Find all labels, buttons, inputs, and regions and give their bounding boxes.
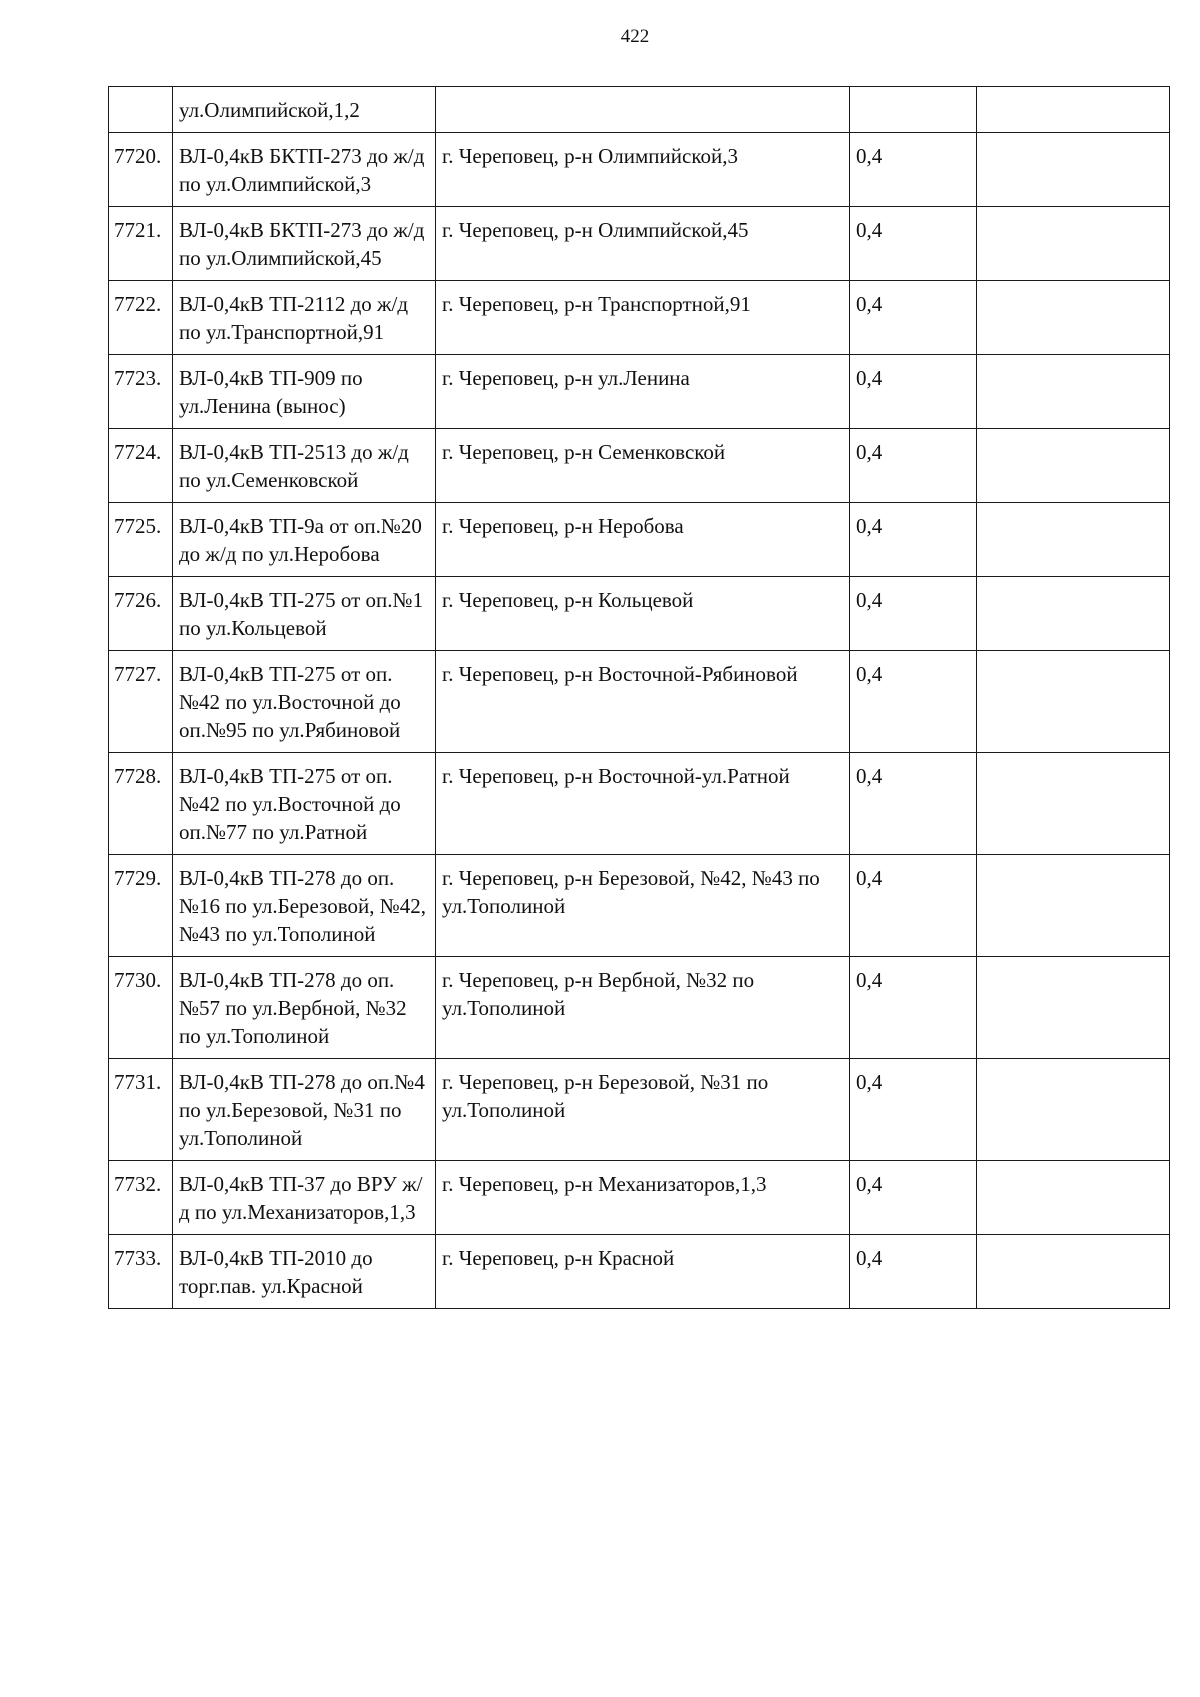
note-cell — [977, 577, 1170, 651]
table-row — [109, 651, 1170, 753]
line-name-cell: ул.Олимпийской,1,2 — [173, 87, 436, 133]
row-number-cell: 7726. — [109, 577, 173, 651]
voltage-cell: 0,4 — [850, 281, 977, 355]
table-row — [109, 429, 1170, 503]
table-row — [109, 855, 1170, 957]
voltage-cell: 0,4 — [850, 1235, 977, 1309]
note-cell — [977, 1161, 1170, 1235]
note-cell — [977, 957, 1170, 1059]
location-cell: г. Череповец, р-н Восточной-Рябиновой — [436, 651, 850, 753]
location-cell: г. Череповец, р-н Транспортной,91 — [436, 281, 850, 355]
note-cell — [977, 855, 1170, 957]
line-name-cell: ВЛ-0,4кВ ТП-275 от оп.№42 по ул.Восточной до оп.№95 по ул.Рябиновой — [173, 651, 436, 753]
voltage-cell — [850, 87, 977, 133]
note-cell — [977, 651, 1170, 753]
line-name-cell: ВЛ-0,4кВ ТП-275 от оп.№42 по ул.Восточной до оп.№77 по ул.Ратной — [173, 753, 436, 855]
line-name-cell: ВЛ-0,4кВ ТП-909 по ул.Ленина (вынос) — [173, 355, 436, 429]
line-name-cell: ВЛ-0,4кВ ТП-2112 до ж/д по ул.Транспортной,91 — [173, 281, 436, 355]
line-name-cell: ВЛ-0,4кВ ТП-9а от оп.№20 до ж/д по ул.Неробова — [173, 503, 436, 577]
voltage-cell: 0,4 — [850, 957, 977, 1059]
table-row — [109, 577, 1170, 651]
voltage-cell: 0,4 — [850, 1059, 977, 1161]
row-number-cell: 7733. — [109, 1235, 173, 1309]
location-cell: г. Череповец, р-н Семенковской — [436, 429, 850, 503]
note-cell — [977, 281, 1170, 355]
row-number-cell: 7724. — [109, 429, 173, 503]
note-cell — [977, 503, 1170, 577]
note-cell — [977, 207, 1170, 281]
voltage-cell: 0,4 — [850, 503, 977, 577]
location-cell: г. Череповец, р-н Неробова — [436, 503, 850, 577]
note-cell — [977, 753, 1170, 855]
location-cell: г. Череповец, р-н Березовой, №42, №43 по ул.Тополиной — [436, 855, 850, 957]
table-row — [109, 133, 1170, 207]
location-cell: г. Череповец, р-н Красной — [436, 1235, 850, 1309]
note-cell — [977, 1059, 1170, 1161]
location-cell: г. Череповец, р-н Олимпийской,45 — [436, 207, 850, 281]
table-row — [109, 355, 1170, 429]
location-cell — [436, 87, 850, 133]
table-row — [109, 281, 1170, 355]
location-cell: г. Череповец, р-н Вербной, №32 по ул.Тополиной — [436, 957, 850, 1059]
table-row — [109, 1235, 1170, 1309]
note-cell — [977, 429, 1170, 503]
location-cell: г. Череповец, р-н ул.Ленина — [436, 355, 850, 429]
location-cell: г. Череповец, р-н Кольцевой — [436, 577, 850, 651]
row-number-cell: 7730. — [109, 957, 173, 1059]
voltage-cell: 0,4 — [850, 577, 977, 651]
note-cell — [977, 1235, 1170, 1309]
location-cell: г. Череповец, р-н Березовой, №31 по ул.Тополиной — [436, 1059, 850, 1161]
line-name-cell: ВЛ-0,4кВ ТП-278 до оп.№57 по ул.Вербной, №32 по ул.Тополиной — [173, 957, 436, 1059]
note-cell — [977, 133, 1170, 207]
row-number-cell: 7725. — [109, 503, 173, 577]
line-name-cell: ВЛ-0,4кВ ТП-37 до ВРУ ж/д по ул.Механизаторов,1,3 — [173, 1161, 436, 1235]
row-number-cell: 7729. — [109, 855, 173, 957]
voltage-cell: 0,4 — [850, 855, 977, 957]
table-row — [109, 1059, 1170, 1161]
voltage-cell: 0,4 — [850, 429, 977, 503]
table-row — [109, 503, 1170, 577]
location-cell: г. Череповец, р-н Олимпийской,3 — [436, 133, 850, 207]
voltage-cell: 0,4 — [850, 207, 977, 281]
line-name-cell: ВЛ-0,4кВ ТП-2010 до торг.пав. ул.Красной — [173, 1235, 436, 1309]
line-name-cell: ВЛ-0,4кВ ТП-278 до оп.№16 по ул.Березовой, №42, №43 по ул.Тополиной — [173, 855, 436, 957]
row-number-cell: 7721. — [109, 207, 173, 281]
register-table — [108, 86, 1170, 1309]
register-table-body — [109, 87, 1170, 1309]
line-name-cell: ВЛ-0,4кВ ТП-275 от оп.№1 по ул.Кольцевой — [173, 577, 436, 651]
row-number-cell: 7728. — [109, 753, 173, 855]
voltage-cell: 0,4 — [850, 355, 977, 429]
row-number-cell: 7732. — [109, 1161, 173, 1235]
line-name-cell: ВЛ-0,4кВ ТП-278 до оп.№4 по ул.Березовой, №31 по ул.Тополиной — [173, 1059, 436, 1161]
location-cell: г. Череповец, р-н Механизаторов,1,3 — [436, 1161, 850, 1235]
row-number-cell: 7720. — [109, 133, 173, 207]
row-number-cell — [109, 87, 173, 133]
voltage-cell: 0,4 — [850, 1161, 977, 1235]
line-name-cell: ВЛ-0,4кВ ТП-2513 до ж/д по ул.Семенковской — [173, 429, 436, 503]
voltage-cell: 0,4 — [850, 133, 977, 207]
location-cell: г. Череповец, р-н Восточной-ул.Ратной — [436, 753, 850, 855]
note-cell — [977, 355, 1170, 429]
voltage-cell: 0,4 — [850, 753, 977, 855]
table-row — [109, 753, 1170, 855]
row-number-cell: 7727. — [109, 651, 173, 753]
line-name-cell: ВЛ-0,4кВ БКТП-273 до ж/д по ул.Олимпийской,3 — [173, 133, 436, 207]
line-name-cell: ВЛ-0,4кВ БКТП-273 до ж/д по ул.Олимпийской,45 — [173, 207, 436, 281]
note-cell — [977, 87, 1170, 133]
row-number-cell: 7723. — [109, 355, 173, 429]
voltage-cell: 0,4 — [850, 651, 977, 753]
row-number-cell: 7722. — [109, 281, 173, 355]
row-number-cell: 7731. — [109, 1059, 173, 1161]
page-number: 422 — [620, 26, 650, 47]
table-row — [109, 87, 1170, 133]
table-row — [109, 207, 1170, 281]
table-row — [109, 957, 1170, 1059]
table-row — [109, 1161, 1170, 1235]
